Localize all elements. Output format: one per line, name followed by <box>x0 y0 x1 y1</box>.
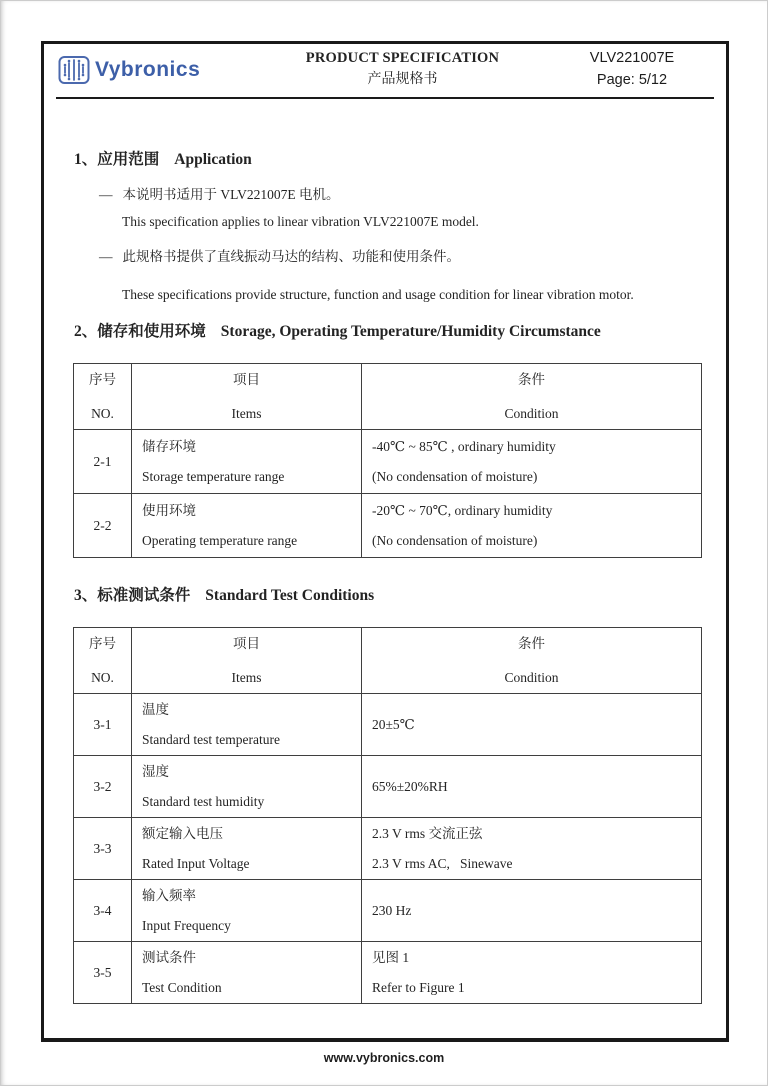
footer-website: www.vybronics.com <box>323 1051 445 1065</box>
cell-condition <box>362 942 702 1004</box>
bullet-2-zh <box>99 248 726 266</box>
cell-item <box>132 942 362 1004</box>
item-en: Standard test humidity <box>142 794 265 809</box>
col-header-condition <box>362 364 702 430</box>
col-header-no-zh: 序号 <box>89 636 116 651</box>
section-2-title-en: Storage, Operating Temperature/Humidity Circumstance <box>220 323 601 340</box>
storage-conditions-table <box>73 363 702 558</box>
condition-line-2: Refer to Figure 1 <box>372 980 465 995</box>
cell-condition <box>362 694 702 756</box>
condition-line-1: 2.3 V rms 交流正弦 <box>372 826 483 841</box>
cell-condition <box>362 756 702 818</box>
condition-line-1: -40℃ ~ 85℃ , ordinary humidity <box>372 439 556 454</box>
document-header <box>44 44 726 93</box>
row-no: 2-1 <box>93 454 112 469</box>
cell-item <box>132 694 362 756</box>
section-1-title-en: Application <box>174 151 252 168</box>
item-zh: 储存环境 <box>142 439 196 454</box>
bullet-1-zh-text: 本说明书适用于 VLV221007E 电机。 <box>122 187 340 202</box>
section-1-heading <box>74 151 726 169</box>
cell-no <box>74 818 132 880</box>
section-2-title-zh: 储存和使用环境 <box>97 323 206 340</box>
condition-line-1: 20±5℃ <box>372 717 415 732</box>
item-zh: 额定输入电压 <box>142 826 223 841</box>
item-en: Operating temperature range <box>142 533 298 548</box>
section-1-title-zh: 应用范围 <box>97 151 160 168</box>
col-header-condition <box>362 628 702 694</box>
condition-line-2: (No condensation of moisture) <box>372 533 538 548</box>
bullet-1-en: This specification applies to linear vibration VLV221007E model. <box>122 214 479 229</box>
vybronics-logo <box>58 55 253 85</box>
logo-wordmark: Vybronics <box>95 57 201 81</box>
cell-item <box>132 880 362 942</box>
bullet-dash: — <box>99 249 113 264</box>
bullet-dash: — <box>99 187 113 202</box>
cell-condition <box>362 880 702 942</box>
table-header-row <box>74 628 702 694</box>
col-header-items-en: Items <box>231 406 262 421</box>
col-header-items-en: Items <box>231 670 262 685</box>
condition-line-2: (No condensation of moisture) <box>372 469 538 484</box>
row-no: 3-3 <box>93 841 112 856</box>
col-header-items <box>132 364 362 430</box>
row-no: 3-2 <box>93 779 112 794</box>
cell-no <box>74 942 132 1004</box>
section-2-heading <box>74 323 726 341</box>
table-row <box>74 818 702 880</box>
table-row <box>74 694 702 756</box>
row-no: 3-4 <box>93 903 112 918</box>
table-row <box>74 430 702 494</box>
item-en: Standard test temperature <box>142 732 280 747</box>
condition-line-1: 见图 1 <box>372 950 410 965</box>
cell-item <box>132 756 362 818</box>
cell-no <box>74 494 132 558</box>
col-header-no-en: NO. <box>91 406 114 421</box>
table-row <box>74 880 702 942</box>
cell-condition <box>362 430 702 494</box>
col-header-condition-zh: 条件 <box>518 636 545 651</box>
document-title-en: PRODUCT SPECIFICATION <box>305 50 500 67</box>
section-3-title-zh: 标准测试条件 <box>97 587 191 604</box>
section-2-number: 2、 <box>74 323 98 340</box>
item-zh: 温度 <box>142 702 169 717</box>
cell-item <box>132 494 362 558</box>
col-header-no-en: NO. <box>91 670 114 685</box>
cell-no <box>74 880 132 942</box>
document-meta-block <box>552 48 712 90</box>
row-no: 3-5 <box>93 965 112 980</box>
col-header-items-zh: 项目 <box>233 636 260 651</box>
section-3-number: 3、 <box>74 587 98 604</box>
cell-item <box>132 818 362 880</box>
bullet-2-zh-text: 此规格书提供了直线振动马达的结构、功能和使用条件。 <box>122 249 460 264</box>
condition-line-1: 65%±20%RH <box>372 779 448 794</box>
section-3-heading <box>74 587 726 605</box>
vibration-waveform-icon <box>58 55 90 85</box>
bullet-1-zh <box>99 186 726 204</box>
col-header-items <box>132 628 362 694</box>
item-zh: 输入频率 <box>142 888 196 903</box>
cell-no <box>74 756 132 818</box>
document-title-zh: 产品规格书 <box>367 71 438 87</box>
condition-line-2: 2.3 V rms AC, Sinewave <box>372 856 513 871</box>
item-zh: 测试条件 <box>142 950 196 965</box>
page-number: Page: 5/12 <box>596 71 668 88</box>
section-3-title-en: Standard Test Conditions <box>205 587 375 604</box>
header-divider <box>56 97 714 99</box>
spec-sheet-frame <box>41 41 729 1042</box>
document-title-block <box>253 49 552 89</box>
item-en: Input Frequency <box>142 918 231 933</box>
col-header-no <box>74 364 132 430</box>
item-zh: 湿度 <box>142 764 169 779</box>
item-en: Rated Input Voltage <box>142 856 250 871</box>
table-header-row <box>74 364 702 430</box>
col-header-condition-en: Condition <box>504 406 559 421</box>
col-header-no-zh: 序号 <box>89 372 116 387</box>
col-header-no <box>74 628 132 694</box>
cell-no <box>74 694 132 756</box>
row-no: 2-2 <box>93 518 112 533</box>
cell-condition <box>362 818 702 880</box>
doc-number: VLV221007E <box>589 50 675 67</box>
item-en: Storage temperature range <box>142 469 285 484</box>
row-no: 3-1 <box>93 717 112 732</box>
cell-no <box>74 430 132 494</box>
cell-condition <box>362 494 702 558</box>
col-header-items-zh: 项目 <box>233 372 260 387</box>
bullet-2-en: These specifications provide structure, function and usage condition for linear vibration motor. <box>122 287 634 302</box>
table-row <box>74 942 702 1004</box>
col-header-condition-zh: 条件 <box>518 372 545 387</box>
col-header-condition-en: Condition <box>504 670 559 685</box>
cell-item <box>132 430 362 494</box>
item-en: Test Condition <box>142 980 222 995</box>
table-row <box>74 756 702 818</box>
table-row <box>74 494 702 558</box>
condition-line-1: 230 Hz <box>372 903 412 918</box>
condition-line-1: -20℃ ~ 70℃, ordinary humidity <box>372 503 553 518</box>
section-1-number: 1、 <box>74 151 98 168</box>
standard-test-conditions-table <box>73 627 702 1004</box>
item-zh: 使用环境 <box>142 503 196 518</box>
